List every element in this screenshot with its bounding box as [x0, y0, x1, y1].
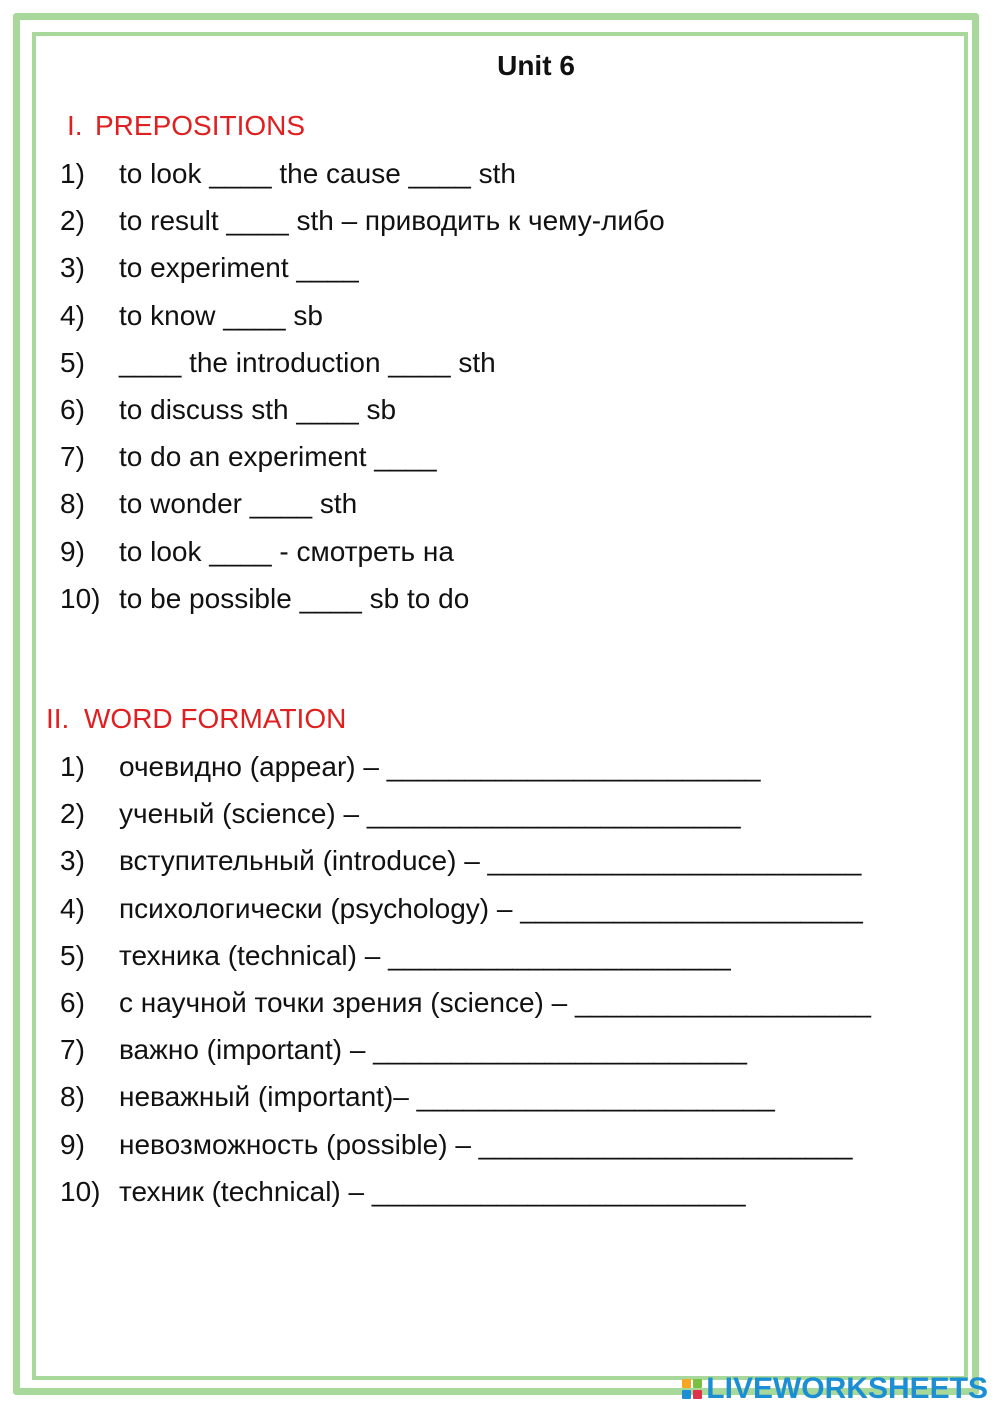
- item-text: техник (technical) – ________________________: [119, 1175, 746, 1207]
- list-item: [60, 250, 359, 286]
- item-text: психологически (psychology) – ______________________: [119, 892, 863, 924]
- logo-square: [693, 1379, 702, 1388]
- list-item: [60, 581, 469, 617]
- item-number: 2): [60, 798, 85, 830]
- list-item: [60, 345, 496, 381]
- item-text: to wonder ____ sth: [119, 488, 358, 520]
- list-item: [60, 534, 454, 570]
- item-number: 6): [60, 394, 85, 425]
- page-title: Unit 6: [497, 50, 575, 81]
- item-number: 5): [60, 346, 85, 378]
- item-text: to experiment ____: [119, 252, 359, 284]
- logo-square: [682, 1390, 691, 1399]
- item-number: 5): [60, 939, 85, 971]
- item-number: 2): [60, 205, 85, 237]
- list-item: [60, 1174, 746, 1210]
- item-number: 9): [60, 535, 85, 567]
- list-item: [60, 392, 396, 428]
- item-number: 7): [60, 441, 85, 473]
- item-number: 6): [60, 987, 85, 1018]
- section-number: II.: [46, 703, 70, 734]
- item-text: вступительный (introduce) – ________________________: [119, 845, 862, 877]
- item-number: 3): [60, 252, 85, 284]
- item-text: ученый (science) – ________________________: [119, 798, 741, 830]
- item-text: невозможность (possible) – ________________________: [119, 1128, 853, 1160]
- item-number: 7): [60, 1034, 85, 1066]
- item-text: ____ the introduction ____ sth: [119, 346, 496, 378]
- item-text: техника (technical) – ______________________: [119, 939, 731, 971]
- item-number: 10): [60, 582, 101, 614]
- list-item: [60, 1127, 852, 1163]
- item-text: to look ____ the cause ____ sth: [119, 158, 516, 189]
- section-title: WORD FORMATION: [84, 703, 347, 734]
- list-item: [60, 203, 665, 239]
- list-item: [60, 985, 871, 1021]
- liveworksheets-logo-text: LIVEWORKSHEETS: [706, 1372, 988, 1405]
- item-number: 8): [60, 488, 85, 520]
- item-text: to discuss sth ____ sb: [119, 394, 397, 425]
- list-item: [60, 843, 861, 879]
- item-number: 3): [60, 845, 85, 877]
- list-item: [60, 796, 741, 832]
- list-item: [60, 749, 760, 785]
- list-item: [60, 891, 863, 927]
- item-text: to know ____ sb: [119, 299, 323, 331]
- list-item: [60, 439, 437, 475]
- liveworksheets-logo-icon: [682, 1379, 702, 1399]
- item-text: очевидно (appear) – ________________________: [119, 751, 761, 782]
- list-item: [60, 1079, 775, 1115]
- item-number: 1): [60, 158, 85, 189]
- item-number: 1): [60, 751, 85, 782]
- item-text: неважный (important)– _______________________: [119, 1081, 775, 1113]
- item-text: с научной точки зрения (science) – ___________________: [119, 987, 871, 1018]
- item-number: 10): [60, 1175, 101, 1207]
- list-item: [60, 486, 357, 522]
- item-number: 4): [60, 299, 85, 331]
- logo-square: [682, 1379, 691, 1388]
- list-item: [60, 938, 731, 974]
- list-item: [60, 298, 323, 334]
- section-heading-word-formation: [46, 703, 346, 735]
- item-text: важно (important) – ________________________: [119, 1034, 747, 1066]
- logo-square: [693, 1390, 702, 1399]
- item-text: to be possible ____ sb to do: [119, 582, 470, 614]
- item-text: to result ____ sth – приводить к чему-либо: [119, 205, 665, 237]
- item-number: 8): [60, 1081, 85, 1113]
- section-heading-prepositions: [67, 110, 305, 142]
- section-number: I.: [67, 110, 83, 141]
- list-item: [60, 1032, 747, 1068]
- item-text: to look ____ - смотреть на: [119, 535, 454, 567]
- item-number: 4): [60, 892, 85, 924]
- item-number: 9): [60, 1128, 85, 1160]
- item-text: to do an experiment ____: [119, 441, 437, 473]
- section-title: PREPOSITIONS: [95, 110, 306, 141]
- list-item: [60, 156, 516, 192]
- liveworksheets-logo: [682, 1374, 988, 1404]
